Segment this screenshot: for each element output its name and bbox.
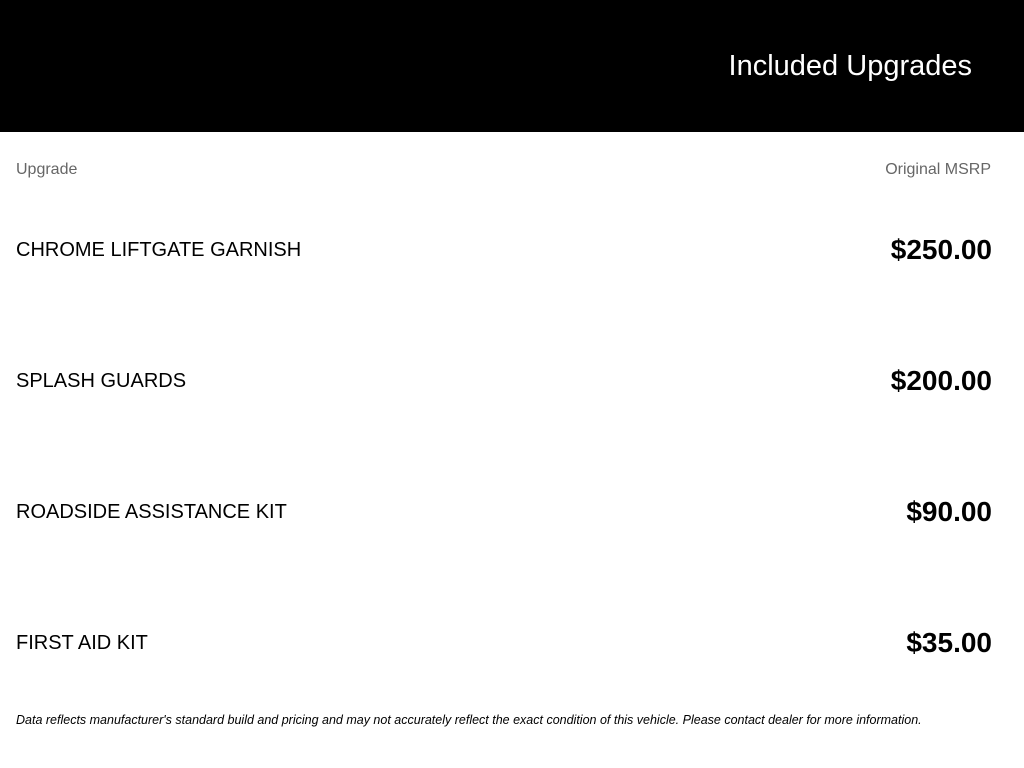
upgrade-price: $200.00 [890, 365, 992, 396]
upgrade-row [0, 621, 1024, 752]
upgrades-list [0, 228, 1024, 752]
upgrade-price: $90.00 [906, 496, 992, 527]
upgrade-name: SPLASH GUARDS [16, 370, 187, 392]
upgrade-row [0, 490, 1024, 621]
upgrade-name: CHROME LIFTGATE GARNISH [16, 239, 302, 261]
upgrade-price: $35.00 [906, 627, 992, 658]
upgrade-name: FIRST AID KIT [16, 632, 148, 654]
header-bar [0, 0, 1024, 132]
upgrade-price: $250.00 [890, 234, 992, 265]
upgrade-row [0, 359, 1024, 490]
disclaimer-text: Data reflects manufacturer's standard build and pricing and may not accurately reflect the exact condition of this vehicle. Please contact dealer for more information. [16, 713, 922, 727]
page-title: Included Upgrades [728, 50, 972, 82]
column-header-upgrade: Upgrade [16, 161, 78, 178]
upgrade-name: ROADSIDE ASSISTANCE KIT [16, 501, 287, 523]
upgrade-row [0, 228, 1024, 359]
column-header-original-msrp: Original MSRP [885, 161, 991, 178]
